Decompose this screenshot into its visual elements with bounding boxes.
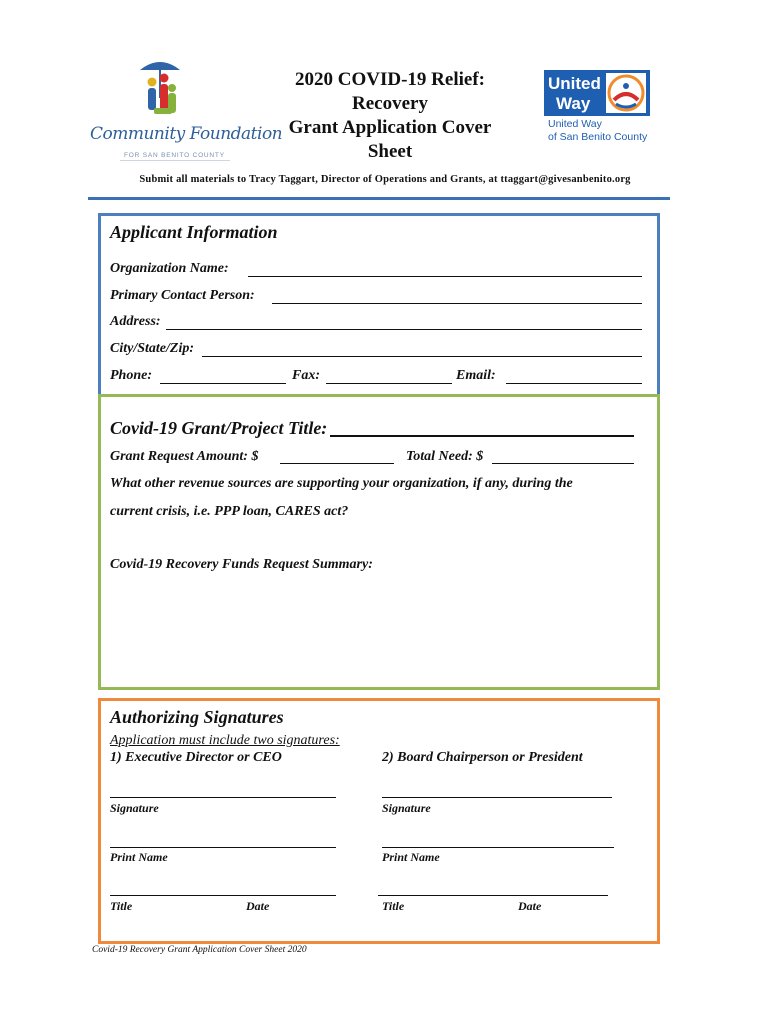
title-line: 2020 COVID-19 Relief: xyxy=(295,69,485,90)
signatures-heading: Authorizing Signatures xyxy=(110,707,284,727)
email-field[interactable] xyxy=(506,383,642,384)
org-name-field[interactable] xyxy=(248,276,642,277)
signer-2-title: 2) Board Chairperson or President xyxy=(382,750,583,765)
uw-name-line: of San Benito County xyxy=(548,131,648,143)
header-rule xyxy=(88,197,670,200)
united-way-name xyxy=(548,118,647,144)
address-field[interactable] xyxy=(166,329,642,330)
signer-2-print-name-label: Print Name xyxy=(382,850,440,864)
community-foundation-subtitle: FOR SAN BENITO COUNTY xyxy=(124,152,225,159)
signer-1-print-name-label: Print Name xyxy=(110,850,168,864)
city-label: City/State/Zip: xyxy=(110,341,194,356)
revenue-question-1: What other revenue sources are supporting your organization, if any, during the xyxy=(110,476,573,491)
community-foundation-name: Community Foundation xyxy=(90,124,283,144)
city-field[interactable] xyxy=(202,356,642,357)
revenue-question-2: current crisis, i.e. PPP loan, CARES act? xyxy=(110,504,349,519)
grant-title-label: Covid-19 Grant/Project Title: xyxy=(110,418,328,438)
fax-field[interactable] xyxy=(326,383,452,384)
signer-1-signature-label: Signature xyxy=(110,801,159,815)
uw-name-line: United Way xyxy=(548,118,602,130)
signer-2-title-label: Title xyxy=(382,899,405,913)
signatures-instruction: Application must include two signatures: xyxy=(110,733,340,748)
signer-1-title-label: Title xyxy=(110,899,133,913)
signer-1-signature-field[interactable] xyxy=(110,797,336,798)
email-label: Email: xyxy=(456,368,496,383)
title-line: Recovery xyxy=(352,93,428,114)
total-need-label: Total Need: $ xyxy=(406,449,484,464)
logo-divider xyxy=(120,160,230,161)
applicant-heading: Applicant Information xyxy=(110,222,278,242)
community-foundation-logo xyxy=(88,58,248,163)
contact-label: Primary Contact Person: xyxy=(110,288,255,303)
title-line: Grant Application Cover xyxy=(288,117,492,138)
address-label: Address: xyxy=(110,314,161,329)
uw-logo-text-1: United xyxy=(548,74,601,93)
summary-label: Covid-19 Recovery Funds Request Summary: xyxy=(110,557,373,572)
signer-2-date-label: Date xyxy=(518,899,542,913)
phone-label: Phone: xyxy=(110,368,152,383)
uw-logo-text-2: Way xyxy=(556,94,591,113)
amount-label: Grant Request Amount: $ xyxy=(110,449,259,464)
org-name-label: Organization Name: xyxy=(110,261,229,276)
signer-2-signature-label: Signature xyxy=(382,801,431,815)
submit-instructions: Submit all materials to Tracy Taggart, Director of Operations and Grants, at ttaggart@givesanbenito.org xyxy=(139,174,631,185)
grant-title-field[interactable] xyxy=(330,435,634,437)
signer-1-title: 1) Executive Director or CEO xyxy=(110,750,282,765)
total-need-field[interactable] xyxy=(492,463,634,464)
title-line: Sheet xyxy=(367,141,413,162)
signer-1-print-name-field[interactable] xyxy=(110,847,336,848)
signer-2-print-name-field[interactable] xyxy=(382,847,614,848)
page-footer: Covid-19 Recovery Grant Application Cover Sheet 2020 xyxy=(92,945,307,955)
contact-field[interactable] xyxy=(272,303,642,304)
signer-2-signature-field[interactable] xyxy=(382,797,612,798)
family-umbrella-icon xyxy=(88,58,248,163)
united-way-logo xyxy=(544,70,650,116)
summary-area[interactable] xyxy=(110,580,640,676)
signer-1-date-label: Date xyxy=(246,899,270,913)
page-title xyxy=(270,68,510,164)
signer-1-title-date-field[interactable] xyxy=(110,895,336,896)
signer-2-title-date-field[interactable] xyxy=(378,895,608,896)
fax-label: Fax: xyxy=(292,368,320,383)
phone-field[interactable] xyxy=(160,383,286,384)
amount-field[interactable] xyxy=(280,463,394,464)
